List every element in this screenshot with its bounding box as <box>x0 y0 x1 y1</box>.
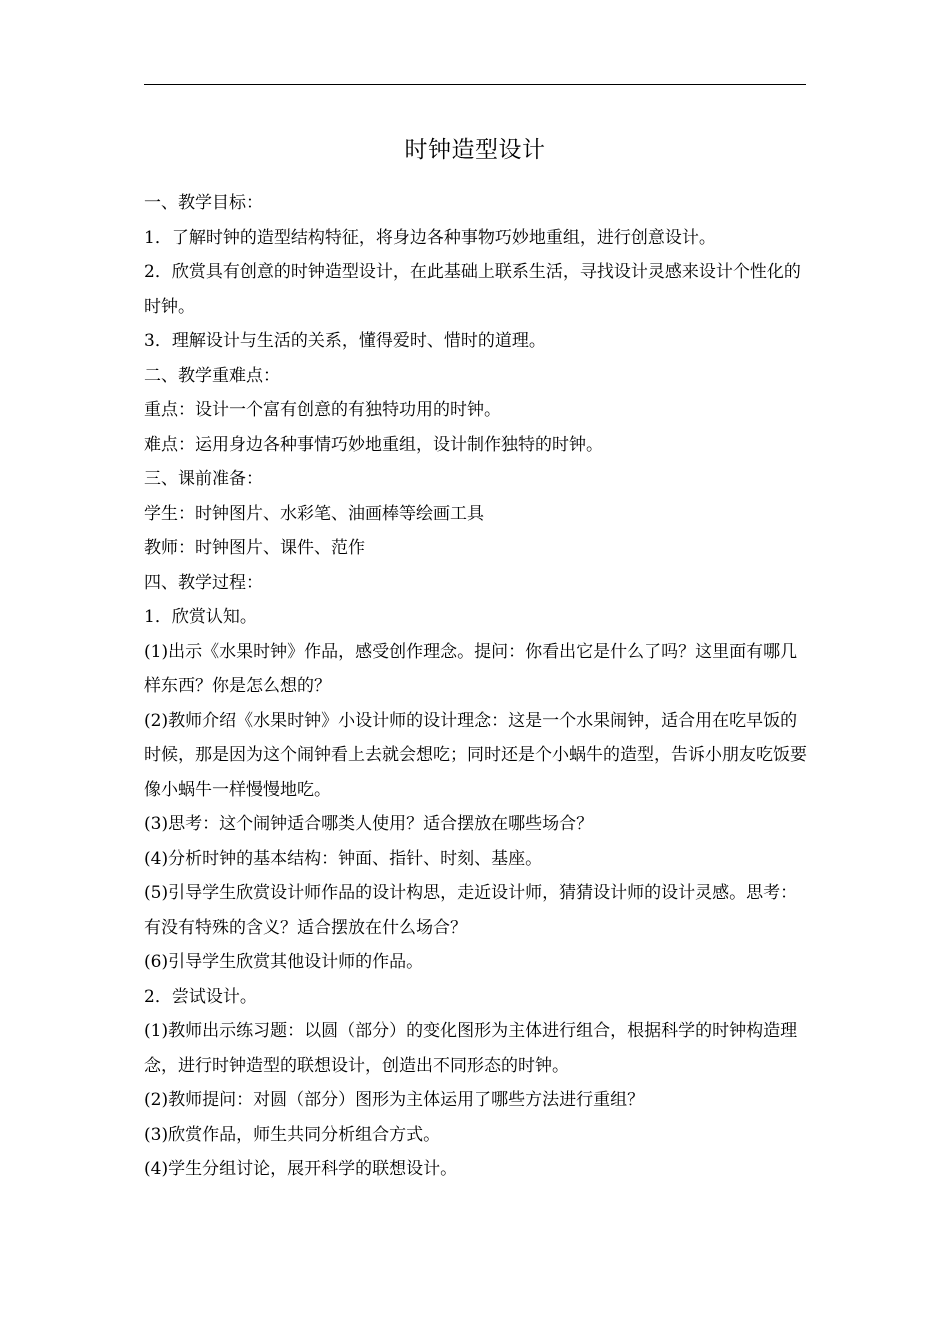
key-point: 重点：设计一个富有创意的有独特功用的时钟。 <box>144 400 501 420</box>
goal-item-2: 2．欣赏具有创意的时钟造型设计，在此基础上联系生活，寻找设计灵感来设计个性化的时钟。 <box>144 262 801 317</box>
process-item-1-4: (4)分析时钟的基本结构：钟面、指针、时刻、基座。 <box>144 848 543 869</box>
heading-preparation: 三、课前准备： <box>144 469 263 489</box>
goal-item-3: 3．理解设计与生活的关系，懂得爱时、惜时的道理。 <box>144 331 546 351</box>
process-item-2-3: (3)欣赏作品，师生共同分析组合方式。 <box>144 1124 441 1145</box>
process-item-1-3: (3)思考：这个闹钟适合哪类人使用？适合摆放在哪些场合？ <box>144 814 594 834</box>
difficult-point: 难点：运用身边各种事情巧妙地重组，设计制作独特的时钟。 <box>144 434 603 455</box>
document-title: 时钟造型设计 <box>404 137 546 163</box>
document-body <box>144 186 808 1187</box>
process-item-1-2: (2)教师介绍《水果时钟》小设计师的设计理念：这是一个水果闹钟，适合用在吃早饭的时候，那是因为这个闹钟看上去就会想吃；同时还是个小蜗牛的造型，告诉小朋友吃饭要像小蜗牛一样慢慢地吃。 <box>144 710 807 800</box>
heading-teaching-goals: 一、教学目标： <box>144 193 263 213</box>
heading-key-points: 二、教学重难点： <box>144 365 280 386</box>
prep-students: 学生：时钟图片、水彩笔、油画棒等绘画工具 <box>144 503 484 524</box>
goal-item-1: 1．了解时钟的造型结构特征，将身边各种事物巧妙地重组，进行创意设计。 <box>144 227 716 248</box>
process-item-2-1: (1)教师出示练习题：以圆（部分）的变化图形为主体进行组合，根据科学的时钟构造理念，进行时钟造型的联想设计，创造出不同形态的时钟。 <box>144 1021 798 1076</box>
process-item-1-5: (5)引导学生欣赏设计师作品的设计构思，走近设计师，猜猜设计师的设计灵感。思考：有没有特殊的含义？适合摆放在什么场合？ <box>144 883 798 938</box>
process-item-1-6: (6)引导学生欣赏其他设计师的作品。 <box>144 952 424 972</box>
process-item-2-4: (4)学生分组讨论，展开科学的联想设计。 <box>144 1159 458 1179</box>
process-item-1-1: (1)出示《水果时钟》作品，感受创作理念。提问：你看出它是什么了吗？这里面有哪几样东西？你是怎么想的？ <box>144 641 798 696</box>
header-rule <box>144 84 806 85</box>
prep-teacher: 教师：时钟图片、课件、范作 <box>144 538 365 558</box>
process-step-1: 1．欣赏认知。 <box>144 607 257 627</box>
process-item-2-2: (2)教师提问：对圆（部分）图形为主体运用了哪些方法进行重组？ <box>144 1090 645 1110</box>
heading-process: 四、教学过程： <box>144 572 263 593</box>
process-step-2: 2．尝试设计。 <box>144 986 257 1007</box>
